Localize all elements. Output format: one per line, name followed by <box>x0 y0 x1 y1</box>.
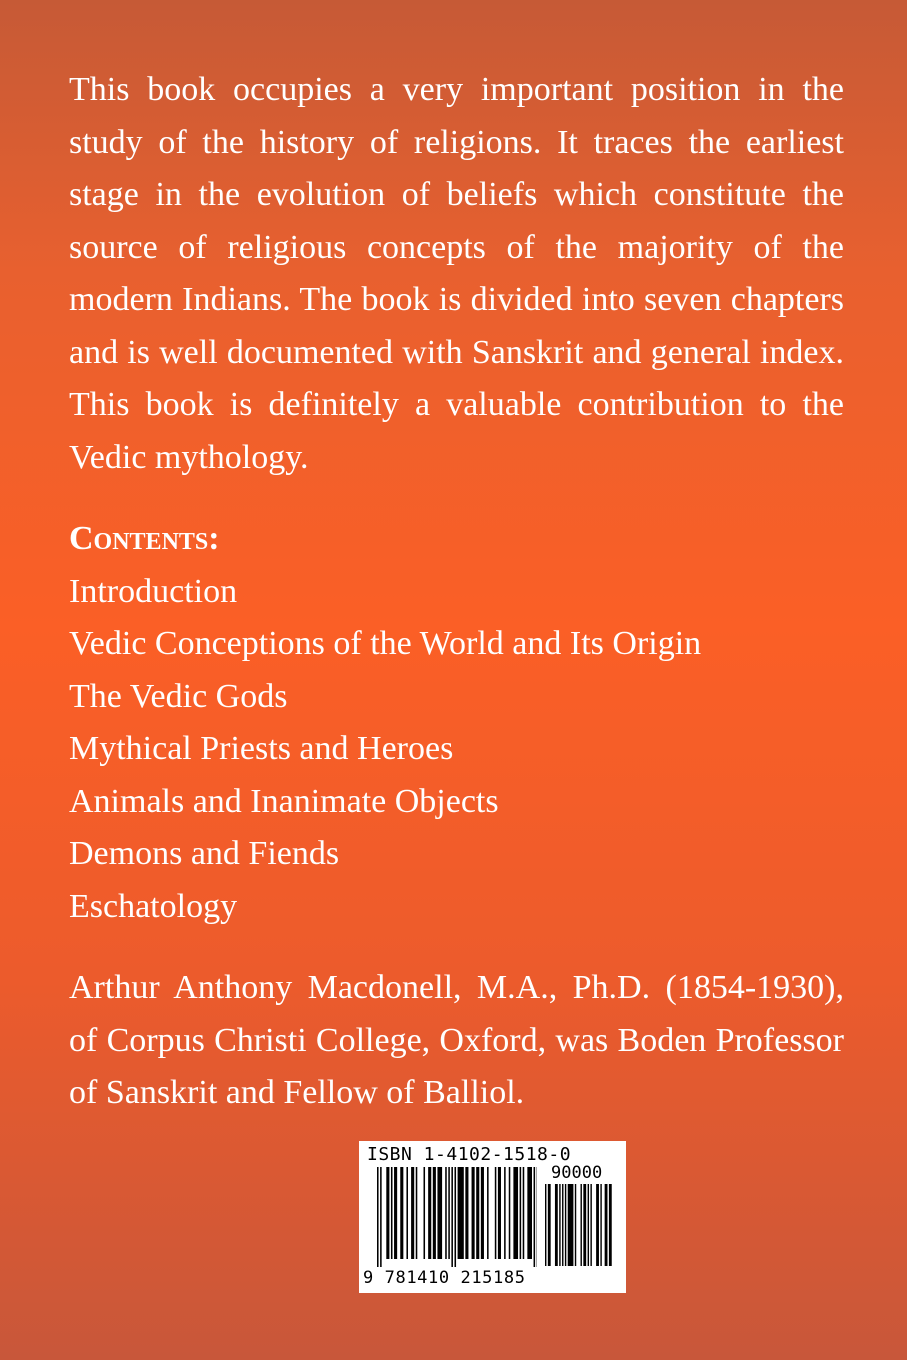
contents-item: Introduction <box>69 572 238 610</box>
contents-section <box>69 513 844 933</box>
contents-list <box>69 566 844 934</box>
book-description: This book occupies a very important position in the study of the history of religions. It traces the earliest stage in the evolution of beliefs which constitute the source of religious concepts of the majority of the modern Indians. The book is divided into seven chapters and is well documented with Sanskrit and general index. This book is definitely a valuable contribution to the Vedic mythology. <box>69 71 844 476</box>
ean-number: 9 781410 215185 <box>363 1268 526 1288</box>
contents-item: Animals and Inanimate Objects <box>69 782 499 820</box>
addon-barcode-bars <box>545 1184 619 1284</box>
price-code-label: 90000 <box>551 1163 603 1183</box>
contents-item: Demons and Fiends <box>69 835 340 872</box>
barcode-bars <box>377 1167 537 1267</box>
contents-item: Vedic Conceptions of the World and Its Origin <box>69 625 702 662</box>
contents-item: Mythical Priests and Heroes <box>69 730 454 767</box>
contents-item: Eschatology <box>69 887 238 925</box>
isbn-label: ISBN 1-4102-1518-0 <box>367 1144 572 1165</box>
contents-heading: Contents: <box>69 520 220 557</box>
isbn-barcode <box>359 1141 626 1293</box>
contents-item: The Vedic Gods <box>69 677 288 715</box>
author-bio: Arthur Anthony Macdonell, M.A., Ph.D. (1854-1930), of Corpus Christi College, Oxford, was Boden Professor of Sanskrit and Fellow of Balliol. <box>69 969 844 1111</box>
